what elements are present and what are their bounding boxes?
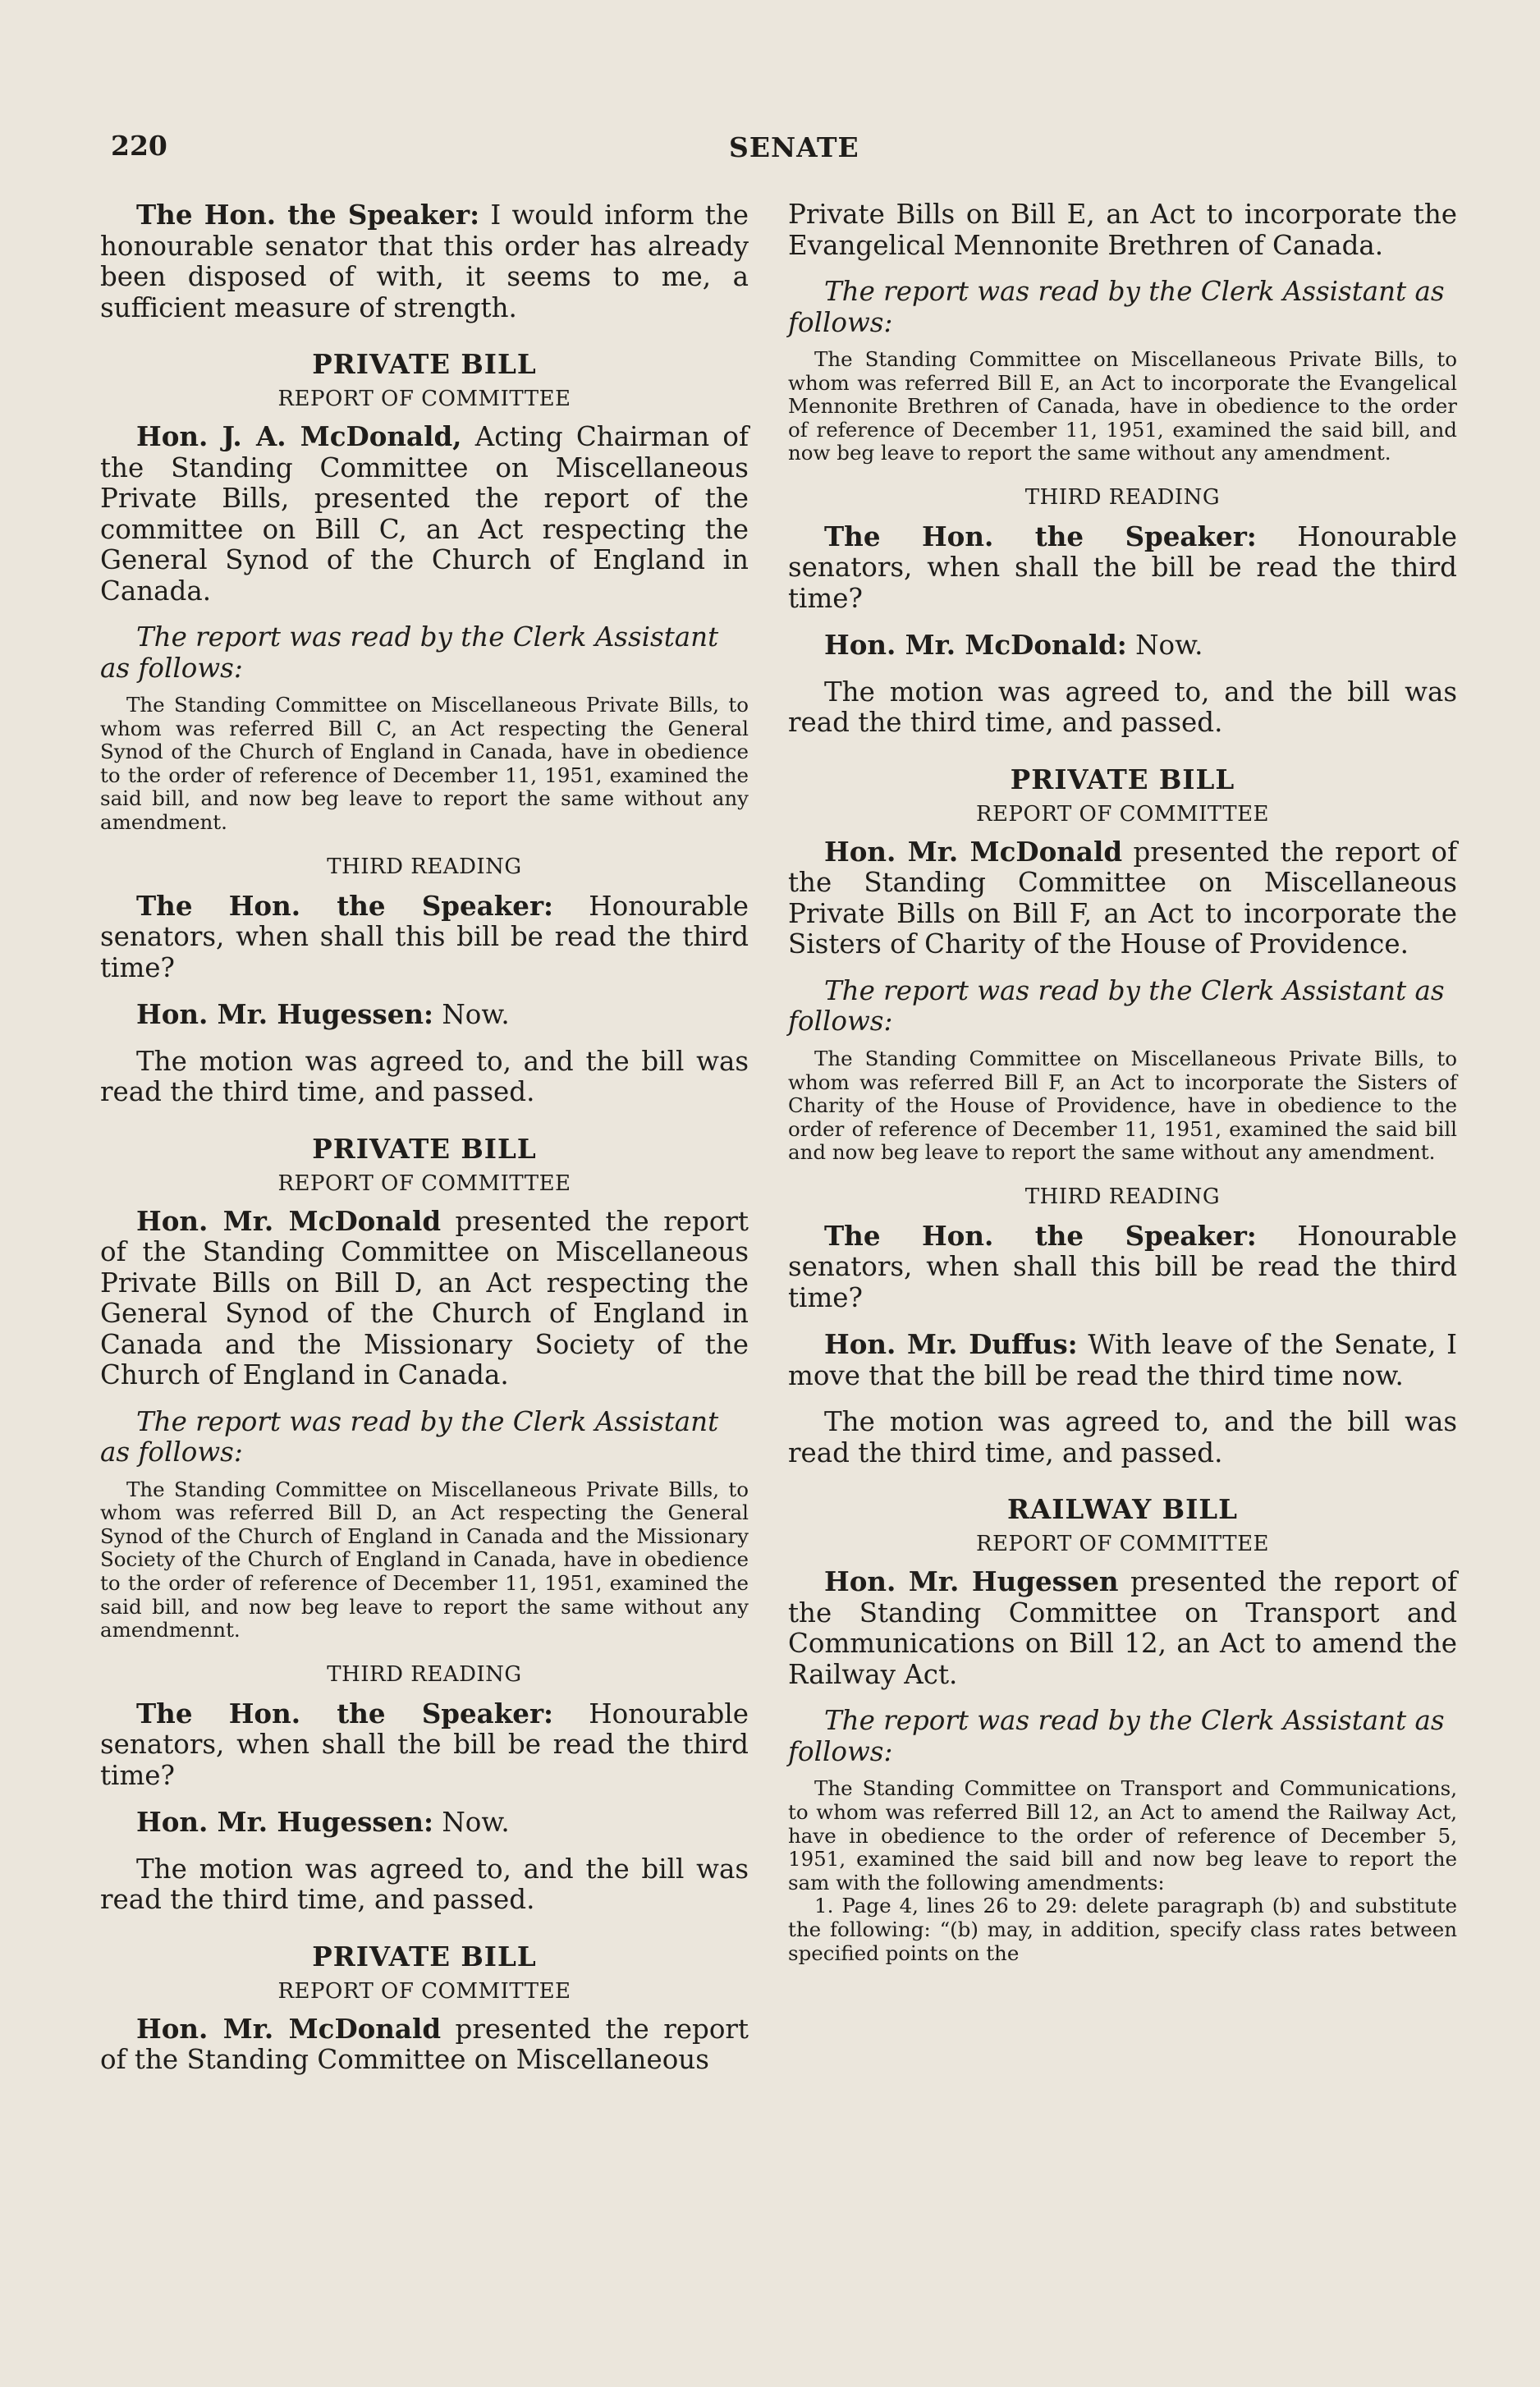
speaker-name: Hon. Mr. McDonald <box>136 1204 442 1237</box>
report-text <box>100 1478 749 1642</box>
paragraph <box>788 1407 1457 1468</box>
paragraph <box>788 1566 1457 1690</box>
report-body: The Standing Committee on Miscellaneous Private Bills, to whom was referred Bill D, an Act respecting the General Synod of the Church of England in Canada and the Missionary Society of the Church of England in Canada, have in obedience to the order of reference of December 11, 1951, examined the said bill, and now beg leave to report the same without any amendmennt. <box>100 1477 749 1642</box>
section-subheading: REPORT OF COMMITTEE <box>975 1532 1270 1557</box>
speech-text: Honourable senators, when shall this bill be read the third time? <box>788 1220 1457 1313</box>
paragraph <box>788 677 1457 739</box>
third-reading-heading: THIRD READING <box>327 854 522 879</box>
section-subheading: REPORT OF COMMITTEE <box>277 387 571 411</box>
paragraph <box>100 1206 749 1391</box>
paragraph <box>100 1807 749 1839</box>
speaker-name: The Hon. the Speaker: <box>136 199 480 231</box>
paragraph <box>788 630 1457 662</box>
report-intro-text: The report was read by the Clerk Assistant as follows: <box>788 974 1445 1038</box>
section-heading: PRIVATE BILL <box>312 1940 537 1972</box>
speaker-name: The Hon. the Speaker: <box>136 889 554 922</box>
report-text <box>100 694 749 835</box>
speech-text: The motion was agreed to, and the bill was read the third time, and passed. <box>100 1853 749 1916</box>
speech-text: Honourable senators, when shall this bill be read the third time? <box>100 890 749 983</box>
section-subheading: REPORT OF COMMITTEE <box>975 801 1270 827</box>
report-intro-text: The report was read by the Clerk Assistant as follows: <box>788 1705 1445 1767</box>
paragraph <box>100 1047 749 1108</box>
speaker-name: The Hon. the Speaker: <box>136 1697 554 1730</box>
speaker-name: Hon. Mr. McDonald <box>824 835 1123 868</box>
left-column <box>100 199 749 2091</box>
speech-text: The motion was agreed to, and the bill was read the third time, and passed. <box>100 1045 749 1108</box>
speaker-name: Hon. J. A. McDonald, <box>136 420 462 452</box>
report-intro-text: The report was read by the Clerk Assistant as follows: <box>100 621 719 684</box>
paragraph <box>100 199 749 323</box>
report-intro <box>788 976 1457 1038</box>
speaker-name: Hon. Mr. Hugessen: <box>136 998 434 1031</box>
report-text <box>788 1894 1457 1965</box>
running-head: SENATE <box>729 131 859 163</box>
report-intro <box>788 1706 1457 1767</box>
section-subheading: REPORT OF COMMITTEE <box>277 1978 571 2004</box>
report-intro <box>788 277 1457 338</box>
paragraph <box>100 421 749 607</box>
speech-text: Acting Chairman of the Standing Committee on Miscellaneous Private Bills, presented the report of the committee on Bill C, an Act respecting the General Synod of the Church of England in Canada. <box>100 421 749 607</box>
report-body: The Standing Committee on Miscellaneous Private Bills, to whom was referred Bill F, an Act to incorporate the Sisters of Charity of the House of Providence, have in obedience to the order of reference of December 11, 1951, examined the said bill and now beg leave to report the same without any amendment. <box>788 1046 1457 1165</box>
paragraph <box>788 1221 1457 1314</box>
third-reading-heading: THIRD READING <box>327 1661 522 1687</box>
speech-text: The motion was agreed to, and the bill was read the third time, and passed. <box>788 676 1457 739</box>
report-body: The Standing Committee on Transport and Communications, to whom was referred Bill 12, an Act to amend the Railway Act, have in obedience to the order of reference of December 5, 1951, examined the said bill and now beg leave to report the sam with the following amendments: <box>788 1776 1457 1894</box>
report-text <box>788 1047 1457 1165</box>
paragraph <box>788 1329 1457 1391</box>
speaker-name: Hon. Mr. Duffus: <box>824 1328 1078 1361</box>
report-intro <box>100 622 749 684</box>
paragraph <box>100 891 749 984</box>
paragraph <box>788 836 1457 960</box>
speech-text: Now. <box>1126 630 1203 662</box>
report-intro <box>100 1407 749 1468</box>
report-body: The Standing Committee on Miscellaneous Private Bills, to whom was referred Bill C, an Act respecting the General Synod of the Church of England in Canada, have in obedience to the order of reference of December 11, 1951, examined the said bill, and now beg leave to report the same without any amendment. <box>100 693 749 834</box>
speech-text: Now. <box>433 999 510 1031</box>
page-header <box>0 130 1540 179</box>
third-reading-heading: THIRD READING <box>1024 1184 1221 1209</box>
report-body: The Standing Committee on Miscellaneous Private Bills, to whom was referred Bill E, an Act to incorporate the Evangelical Mennonite Brethren of Canada, have in obedience to the order of reference of December 11, 1951, examined the said bill, and now beg leave to report the same without any amendment. <box>788 347 1457 465</box>
speaker-name: Hon. Mr. Hugessen: <box>136 1806 434 1839</box>
speech-text: presented the report of the Standing Committee on Miscellaneous Private Bills on Bill F, an Act to incorporate the Sisters of Charity of the House of Providence. <box>788 836 1457 960</box>
section-subheading: REPORT OF COMMITTEE <box>277 1171 571 1196</box>
paragraph <box>100 2014 749 2076</box>
speaker-name: The Hon. the Speaker: <box>824 520 1257 552</box>
third-reading-heading: THIRD READING <box>1024 484 1221 510</box>
section-heading: RAILWAY BILL <box>1007 1493 1238 1526</box>
speech-text: presented the report of the Standing Committee on Miscellaneous Private Bills on Bill D, an Act respecting the General Synod of the Church of England in Canada and the Missionary Society of the Church of England in Canada. <box>100 1205 749 1391</box>
paragraph <box>788 199 1457 261</box>
speech-text: With leave of the Senate, I move that the bill be read the third time now. <box>788 1329 1457 1391</box>
speech-text: presented the report of the Standing Committee on Miscellaneous <box>100 2013 749 2076</box>
speech-text: Honourable senators, when shall the bill be read the third time? <box>100 1697 749 1791</box>
speech-text: The motion was agreed to, and the bill was read the third time, and passed. <box>788 1406 1457 1468</box>
page-number: 220 <box>111 130 167 162</box>
right-column <box>788 199 1457 1985</box>
report-text <box>788 1777 1457 1894</box>
section-heading: PRIVATE BILL <box>1010 763 1235 795</box>
report-amendment: 1. Page 4, lines 26 to 29: delete paragraph (b) and substitute the following: “(b) may, in addition, specify class rates between specified points on the <box>788 1894 1457 1965</box>
section-heading: PRIVATE BILL <box>312 1132 537 1165</box>
report-intro-text: The report was read by the Clerk Assistant as follows: <box>788 276 1445 338</box>
speaker-name: Hon. Mr. McDonald: <box>824 629 1127 662</box>
speech-text: presented the report of the Standing Committee on Transport and Communications on Bill 12, an Act to amend the Railway Act. <box>788 1566 1457 1690</box>
speaker-name: Hon. Mr. McDonald <box>136 2012 442 2045</box>
speaker-name: The Hon. the Speaker: <box>824 1219 1257 1252</box>
paragraph <box>100 1854 749 1916</box>
report-text <box>788 348 1457 465</box>
paragraph <box>788 521 1457 615</box>
speaker-name: Hon. Mr. Hugessen <box>824 1565 1119 1598</box>
report-intro-text: The report was read by the Clerk Assistant as follows: <box>100 1405 719 1468</box>
paragraph <box>100 999 749 1031</box>
section-heading: PRIVATE BILL <box>312 348 537 380</box>
speech-text: Honourable senators, when shall the bill be read the third time? <box>788 520 1457 614</box>
paragraph <box>100 1698 749 1792</box>
speech-text: Private Bills on Bill E, an Act to incorporate the Evangelical Mennonite Brethren of Canada. <box>788 199 1457 261</box>
speech-text: I would inform the honourable senator that this order has already been disposed of with, it seems to me, a sufficient measure of strength. <box>100 199 749 323</box>
speech-text: Now. <box>433 1807 510 1839</box>
